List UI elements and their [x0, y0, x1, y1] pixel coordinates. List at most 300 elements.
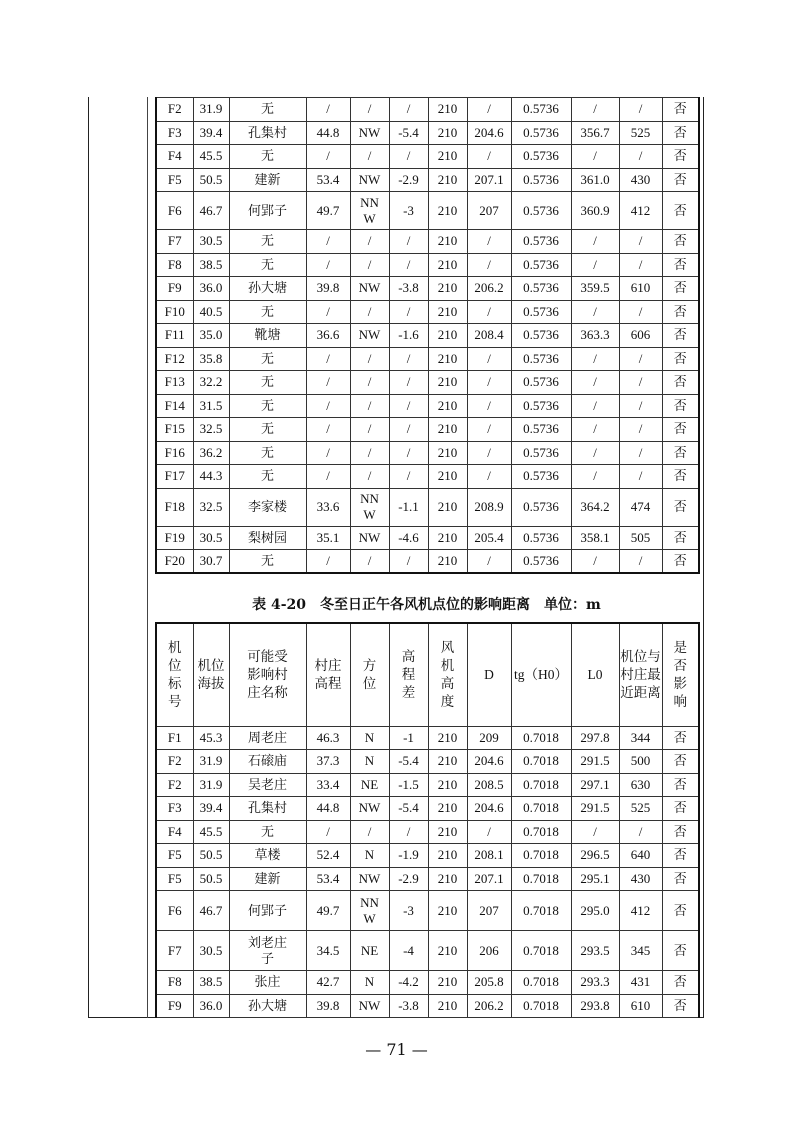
cell-value: 610 — [630, 997, 651, 1013]
table-row — [156, 192, 699, 230]
cell-value: 39.8 — [316, 280, 340, 296]
cell-value: 0.5736 — [523, 171, 559, 187]
cell-value: F11 — [164, 327, 185, 343]
table-cell — [662, 971, 699, 995]
table-cell — [571, 441, 619, 465]
cell-value: / — [487, 421, 491, 437]
table-cell — [571, 488, 619, 526]
cell-value: 否 — [673, 974, 687, 990]
table-cell — [156, 145, 193, 169]
table-cell — [306, 394, 350, 418]
table-cell — [467, 277, 511, 301]
table-cell — [306, 931, 350, 971]
cell-value: 0.5736 — [523, 397, 559, 413]
table-cell — [350, 324, 389, 348]
cell-value: 建新 — [254, 870, 281, 886]
cell-value: F5 — [167, 171, 182, 187]
cell-value: 210 — [437, 148, 458, 164]
cell-value: 否 — [673, 124, 687, 140]
cell-value: 否 — [673, 942, 687, 958]
cell-value: 204.6 — [474, 753, 504, 769]
cell-value: 34.5 — [316, 942, 340, 958]
table-cell — [662, 347, 699, 371]
column-header — [511, 623, 571, 726]
table-cell — [193, 324, 229, 348]
cell-value: 297.1 — [580, 776, 610, 792]
table-cell — [662, 145, 699, 169]
table-cell — [306, 277, 350, 301]
table-cell — [511, 253, 571, 277]
cell-value: 否 — [673, 233, 687, 249]
cell-value: -2.9 — [398, 870, 419, 886]
cell-value: / — [326, 397, 330, 413]
table-cell — [428, 347, 467, 371]
table-cell — [467, 550, 511, 574]
cell-value: / — [406, 303, 411, 319]
cell-value: / — [593, 148, 597, 164]
cell-value: 否 — [673, 870, 687, 886]
table-cell — [229, 867, 306, 891]
cell-value: 0.5736 — [523, 148, 559, 164]
cell-value: N — [364, 974, 375, 990]
cell-value: F12 — [164, 350, 185, 366]
table-cell — [428, 441, 467, 465]
table-cell — [511, 145, 571, 169]
cell-value: 否 — [673, 148, 687, 164]
table-cell — [156, 347, 193, 371]
table-cell — [467, 971, 511, 995]
column-header — [350, 623, 389, 726]
table-cell — [511, 465, 571, 489]
table-cell — [229, 994, 306, 1018]
table-cell — [467, 121, 511, 145]
column-divider — [147, 97, 148, 1018]
cell-value: 无 — [260, 148, 274, 164]
table-cell — [619, 168, 662, 192]
column-header — [571, 623, 619, 726]
table-cell — [350, 994, 389, 1018]
table-cell — [156, 168, 193, 192]
table-cell — [389, 418, 428, 442]
cell-value: F2 — [167, 101, 182, 117]
cell-value: 孔集村 — [247, 800, 287, 816]
table-cell — [467, 145, 511, 169]
cell-value: F5 — [167, 847, 182, 863]
cell-value: 32.5 — [199, 499, 223, 514]
table-cell — [571, 844, 619, 868]
cell-value: 0.5736 — [523, 327, 559, 343]
table-cell — [193, 526, 229, 550]
table-cell — [619, 773, 662, 797]
table-cell — [389, 168, 428, 192]
table-cell — [571, 371, 619, 395]
cell-value: / — [487, 148, 491, 164]
cell-value: 0.7018 — [523, 997, 559, 1013]
table-cell — [350, 488, 389, 526]
cell-value: 344 — [630, 729, 651, 745]
cell-value: / — [638, 444, 643, 460]
table-cell — [619, 550, 662, 574]
table-row — [156, 465, 699, 489]
cell-value: 210 — [437, 303, 458, 319]
cell-value: N — [364, 729, 375, 745]
cell-value: -4 — [403, 942, 414, 958]
cell-value: 建新 — [254, 171, 281, 187]
table-row — [156, 488, 699, 526]
table-cell — [662, 192, 699, 230]
cell-value: F7 — [167, 233, 182, 249]
table-cell — [229, 168, 306, 192]
cell-value: / — [406, 233, 411, 249]
table-cell — [306, 773, 350, 797]
column-header — [467, 623, 511, 726]
table-cell — [306, 550, 350, 574]
table-row — [156, 797, 699, 821]
table-cell — [306, 844, 350, 868]
table-cell — [389, 192, 428, 230]
table-cell — [193, 98, 229, 122]
table-cell — [571, 230, 619, 254]
table-cell — [428, 418, 467, 442]
cell-value: / — [487, 444, 491, 460]
cell-value: 291.5 — [580, 800, 610, 816]
table-row — [156, 931, 699, 971]
table-cell — [193, 726, 229, 750]
cell-value: 30.5 — [199, 942, 223, 958]
cell-value: 孙大塘 — [247, 997, 287, 1013]
table-cell — [306, 797, 350, 821]
table-cell — [619, 844, 662, 868]
table-cell — [156, 931, 193, 971]
table-cell — [662, 820, 699, 844]
cell-value: / — [638, 553, 643, 568]
cell-value: 何郢子 — [247, 202, 287, 218]
table-cell — [306, 168, 350, 192]
table-cell — [571, 192, 619, 230]
cell-value: 210 — [437, 974, 458, 990]
cell-value: F7 — [167, 942, 182, 958]
table-cell — [193, 441, 229, 465]
cell-value: 石磙庙 — [247, 753, 287, 769]
cell-value: -5.4 — [398, 124, 419, 140]
table-cell — [389, 488, 428, 526]
table-cell — [156, 300, 193, 324]
cell-value: / — [367, 397, 372, 413]
table-cell — [511, 773, 571, 797]
cell-value: 53.4 — [316, 171, 340, 187]
cell-value: 50.5 — [199, 870, 223, 886]
table-cell — [571, 253, 619, 277]
cell-value: 291.5 — [580, 753, 610, 769]
cell-value: 否 — [673, 823, 687, 839]
table-cell — [229, 371, 306, 395]
cell-value: / — [487, 553, 491, 568]
table-cell — [156, 844, 193, 868]
table-cell — [229, 441, 306, 465]
table-cell — [571, 300, 619, 324]
table-cell — [306, 98, 350, 122]
table-cell — [467, 488, 511, 526]
cell-value: 39.4 — [199, 800, 223, 816]
cell-value: / — [367, 553, 372, 568]
table-cell — [193, 994, 229, 1018]
cell-value: 0.5736 — [523, 280, 559, 296]
table-cell — [571, 931, 619, 971]
table-cell — [662, 441, 699, 465]
cell-value: 草楼 — [254, 847, 281, 863]
cell-value: 210 — [437, 847, 458, 863]
table-cell — [229, 726, 306, 750]
cell-value: 0.7018 — [523, 753, 559, 769]
table-cell — [229, 121, 306, 145]
cell-value: 38.5 — [199, 974, 223, 990]
table-cell — [428, 465, 467, 489]
cell-value: 31.5 — [199, 397, 223, 413]
column-header-label: L0 — [587, 666, 603, 682]
column-header-label: D — [484, 666, 494, 682]
table-cell — [156, 418, 193, 442]
table-cell — [619, 371, 662, 395]
table-cell — [306, 253, 350, 277]
cell-value: / — [367, 421, 372, 437]
cell-value: 否 — [673, 529, 687, 545]
table-cell — [156, 230, 193, 254]
table-cell — [350, 526, 389, 550]
table-cell — [428, 300, 467, 324]
table-cell — [350, 797, 389, 821]
table-cell — [428, 931, 467, 971]
table-cell — [306, 726, 350, 750]
table-cell — [571, 121, 619, 145]
cell-value: 207.1 — [474, 171, 504, 187]
table-cell — [467, 844, 511, 868]
cell-value: F14 — [164, 397, 185, 413]
cell-value: 否 — [673, 421, 687, 437]
cell-value: 474 — [630, 499, 651, 514]
cell-value: 无 — [260, 421, 274, 437]
cell-value: / — [638, 421, 643, 437]
table-cell — [571, 526, 619, 550]
cell-value: 610 — [630, 280, 651, 296]
table-cell — [350, 550, 389, 574]
table-cell — [662, 230, 699, 254]
cell-value: / — [487, 101, 491, 117]
cell-value: NE — [360, 776, 379, 792]
table-cell — [389, 394, 428, 418]
table-cell — [428, 98, 467, 122]
cell-value: 否 — [673, 202, 687, 218]
cell-value: F5 — [167, 870, 182, 886]
cell-value: / — [593, 444, 597, 460]
table-cell — [306, 230, 350, 254]
cell-value: NE — [360, 942, 379, 958]
cell-value: 31.9 — [199, 101, 223, 117]
table-cell — [350, 168, 389, 192]
table-cell — [350, 230, 389, 254]
table-cell — [156, 891, 193, 931]
cell-value: 无 — [260, 101, 274, 117]
cell-value: 否 — [673, 800, 687, 816]
table-cell — [350, 867, 389, 891]
table-cell — [428, 324, 467, 348]
cell-value: / — [367, 303, 372, 319]
table-row — [156, 550, 699, 574]
table-cell — [229, 192, 306, 230]
table-cell — [428, 488, 467, 526]
cell-value: 无 — [260, 397, 274, 413]
table-cell — [467, 526, 511, 550]
table-row — [156, 394, 699, 418]
table-cell — [662, 488, 699, 526]
table-cell — [571, 465, 619, 489]
column-header-label: 机位海拔 — [197, 657, 225, 691]
table-cell — [619, 418, 662, 442]
cell-value: NW — [358, 171, 381, 187]
cell-value: NW — [358, 997, 381, 1013]
cell-value: / — [487, 256, 491, 272]
cell-value: 210 — [437, 529, 458, 545]
table-row — [156, 98, 699, 122]
table-cell — [467, 867, 511, 891]
cell-value: 靴塘 — [254, 327, 281, 343]
table-cell — [428, 797, 467, 821]
table-cell — [229, 324, 306, 348]
table-cell — [511, 550, 571, 574]
table-cell — [571, 971, 619, 995]
table-cell — [229, 971, 306, 995]
table-cell — [306, 465, 350, 489]
table-cell — [571, 394, 619, 418]
cell-value: 363.3 — [580, 327, 610, 343]
table-cell — [511, 277, 571, 301]
table-cell — [428, 371, 467, 395]
column-header — [662, 623, 699, 726]
column-header — [389, 623, 428, 726]
cell-value: / — [326, 823, 330, 839]
table-row — [156, 168, 699, 192]
table-cell — [662, 550, 699, 574]
cell-value: N — [364, 847, 375, 863]
table-cell — [467, 820, 511, 844]
table-cell — [662, 726, 699, 750]
table-cell — [389, 347, 428, 371]
table-cell — [511, 324, 571, 348]
cell-value: / — [367, 101, 372, 117]
table-cell — [156, 994, 193, 1018]
cell-value: 32.2 — [199, 374, 223, 390]
table-cell — [193, 277, 229, 301]
table-cell — [428, 726, 467, 750]
table-cell — [619, 750, 662, 774]
cell-value: 无 — [260, 553, 274, 568]
table-cell — [467, 441, 511, 465]
table-cell — [662, 418, 699, 442]
cell-value: / — [367, 148, 372, 164]
cell-value: 297.8 — [580, 729, 610, 745]
table-cell — [571, 820, 619, 844]
table-cell — [467, 797, 511, 821]
table-cell — [350, 98, 389, 122]
cell-value: 361.0 — [580, 171, 610, 187]
table-cell — [350, 971, 389, 995]
table-cell — [662, 844, 699, 868]
cell-value: / — [638, 350, 643, 366]
table-cell — [662, 797, 699, 821]
table-cell — [229, 465, 306, 489]
cell-value: / — [406, 823, 411, 839]
cell-value: / — [406, 256, 411, 272]
cell-value: 39.4 — [199, 124, 223, 140]
table-row — [156, 867, 699, 891]
table-cell — [467, 418, 511, 442]
cell-value: 30.5 — [199, 529, 223, 545]
table-cell — [662, 300, 699, 324]
table-cell — [306, 867, 350, 891]
cell-value: / — [406, 421, 411, 437]
cell-value: 210 — [437, 902, 458, 918]
table-cell — [571, 324, 619, 348]
cell-value: 210 — [437, 397, 458, 413]
cell-value: 207.1 — [474, 870, 504, 886]
cell-value: 否 — [673, 397, 687, 413]
table-cell — [619, 931, 662, 971]
table-row — [156, 121, 699, 145]
table-cell — [428, 994, 467, 1018]
cell-value: 210 — [437, 350, 458, 366]
cell-value: 31.9 — [199, 776, 223, 792]
table-cell — [511, 488, 571, 526]
cell-value: 无 — [260, 350, 274, 366]
cell-value: 0.5736 — [523, 499, 559, 514]
table-cell — [350, 773, 389, 797]
cell-value: / — [638, 303, 643, 319]
table-cell — [156, 526, 193, 550]
table-cell — [389, 371, 428, 395]
cell-value: / — [326, 374, 330, 390]
cell-value: -1.5 — [398, 776, 419, 792]
cell-value: 否 — [673, 374, 687, 390]
table-cell — [306, 820, 350, 844]
cell-value: F13 — [164, 374, 185, 390]
table-cell — [193, 971, 229, 995]
table-cell — [350, 820, 389, 844]
cell-value: 210 — [437, 421, 458, 437]
cell-value: / — [638, 374, 643, 390]
cell-value: 36.0 — [199, 997, 223, 1013]
cell-value: 33.4 — [316, 776, 340, 792]
table-cell — [571, 145, 619, 169]
table-cell — [193, 797, 229, 821]
table-cell — [467, 324, 511, 348]
table-cell — [156, 98, 193, 122]
cell-value: F20 — [164, 553, 185, 568]
cell-value: 412 — [630, 902, 651, 918]
table-cell — [306, 192, 350, 230]
table-cell — [619, 277, 662, 301]
table-cell — [306, 891, 350, 931]
cell-value: 210 — [437, 729, 458, 745]
table-cell — [428, 867, 467, 891]
table-cell — [511, 994, 571, 1018]
table-cell — [662, 994, 699, 1018]
table-cell — [389, 145, 428, 169]
table-cell — [193, 773, 229, 797]
column-header — [229, 623, 306, 726]
table-cell — [662, 773, 699, 797]
cell-value: / — [367, 444, 372, 460]
shadow-distance-table-continued — [155, 97, 700, 574]
cell-value: / — [367, 468, 372, 484]
